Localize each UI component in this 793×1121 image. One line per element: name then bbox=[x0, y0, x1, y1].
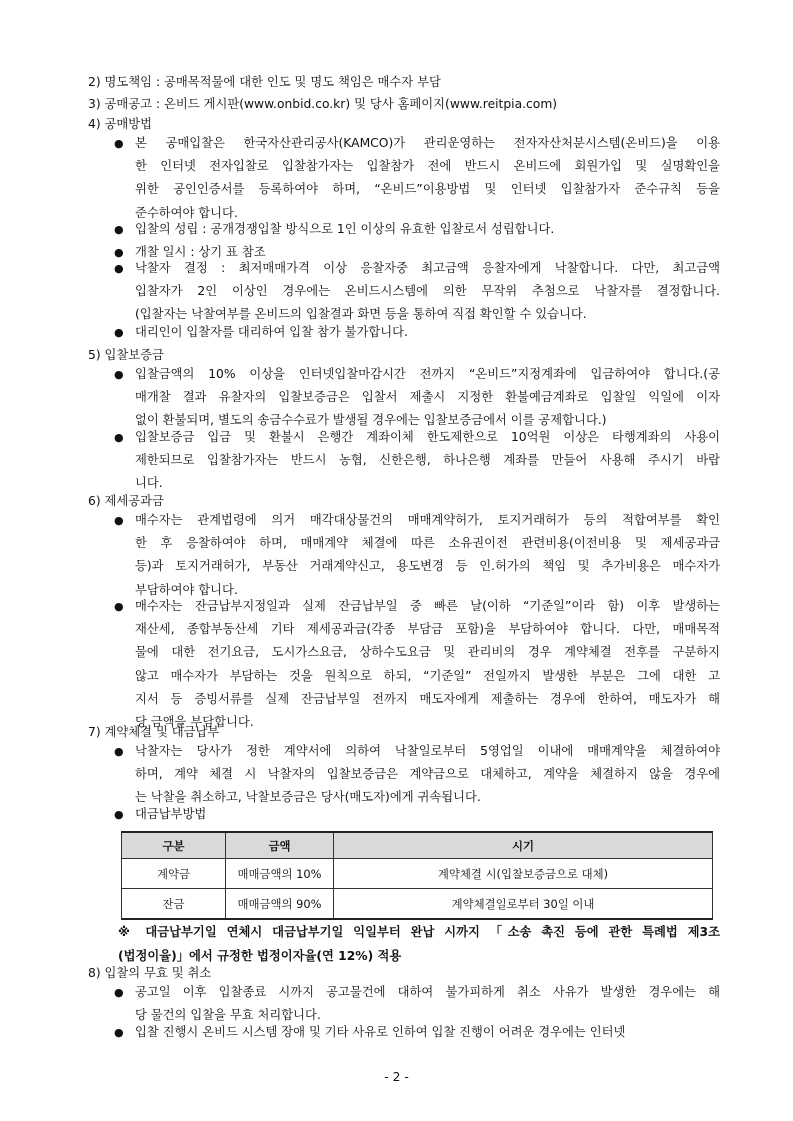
text-line: 한 인터넷 전자입찰로 입찰참가자는 입찰참가 전에 반드시 온비드에 회원가입 및 실명확인을 bbox=[135, 159, 720, 174]
section-8-heading bbox=[88, 965, 211, 981]
section-number: 8) bbox=[88, 966, 101, 980]
section-4-heading bbox=[88, 116, 152, 132]
note-line: (법정이율)」에서 규정한 법정이자율(연 12%) 적용 bbox=[118, 949, 402, 963]
text-line: 입찰금액의 10% 이상을 인터넷입찰마감시간 전까지 “온비드”지정계좌에 입금하여야 합니다.(공 bbox=[135, 367, 720, 381]
bullet-text bbox=[135, 426, 720, 496]
payment-table bbox=[121, 831, 713, 920]
bullet-item-deposit-transfer-limit bbox=[114, 426, 720, 496]
text-line: 는 낙찰을 취소하고, 낙찰보증금은 당사(매도자)에게 귀속됩니다. bbox=[135, 790, 481, 805]
bullet-item-contract bbox=[114, 740, 720, 810]
section-text: 계약체결 및 대금납부 bbox=[104, 725, 220, 739]
bullet-text bbox=[135, 218, 720, 241]
section-text: 공매공고 : 온비드 게시판(www.onbid.co.kr) 및 당사 홈페이지(www.reitpia.com) bbox=[104, 97, 558, 111]
section-number: 5) bbox=[88, 348, 101, 362]
table-cell: 잔금 bbox=[122, 889, 226, 920]
text-line: 재산세, 종합부동산세 기타 제세공과금(각종 부담금 포함)을 부담하여야 합니다. 다만, 매매목적 bbox=[135, 622, 720, 637]
bullet-text bbox=[135, 363, 720, 433]
bullet-text bbox=[135, 803, 720, 826]
table-cell: 계약체결일로부터 30일 이내 bbox=[334, 889, 713, 920]
text-line: 당 금액을 부담합니다. bbox=[135, 715, 254, 730]
text-line: 낙찰자는 당사가 정한 계약서에 의하여 낙찰일로부터 5영업일 이내에 매매계약을 체결하여야 bbox=[135, 744, 720, 758]
bullet-item-onbid-system bbox=[114, 132, 720, 225]
text-line: 지서 등 증빙서류를 실제 잔금납부일 전까지 매도자에게 제출하는 경우에 한하여, 매도자가 해 bbox=[135, 691, 720, 706]
bullet-icon: ● bbox=[114, 1026, 124, 1039]
text-line: 하며, 계약 체결 시 낙찰자의 입찰보증금은 계약금으로 대체하고, 계약을 체결하지 않을 경우에 bbox=[135, 767, 720, 782]
section-number: 4) bbox=[88, 117, 101, 131]
bullet-item-winner-decision bbox=[114, 257, 720, 327]
text-line: 입찰자가 2인 이상인 경우에는 온비드시스템에 의한 무작위 추첨으로 낙찰자를 결정합니다. bbox=[135, 284, 720, 299]
bullet-item-no-proxy bbox=[114, 321, 720, 344]
bullet-text bbox=[135, 321, 720, 344]
section-3-heading bbox=[88, 96, 557, 112]
bullet-icon: ● bbox=[114, 808, 124, 821]
text-line: (입찰자는 낙찰여부를 온비드의 입찰결과 화면 등을 통하여 직접 확인할 수 있습니다. bbox=[135, 307, 587, 322]
section-text: 명도책임 : 공매목적물에 대한 인도 및 명도 책임은 매수자 부담 bbox=[104, 75, 441, 89]
bullet-icon: ● bbox=[114, 600, 124, 613]
section-2-heading bbox=[88, 74, 441, 90]
section-7-heading bbox=[88, 724, 219, 740]
section-5-heading bbox=[88, 347, 164, 363]
text-line: 본 공매입찰은 한국자산관리공사(KAMCO)가 관리운영하는 전자자산처분시스템(온비드)을 이용 bbox=[135, 136, 720, 150]
text-line: 부담하여야 합니다. bbox=[135, 582, 238, 597]
section-text: 제세공과금 bbox=[104, 494, 164, 508]
bullet-icon: ● bbox=[114, 246, 124, 259]
section-number: 6) bbox=[88, 494, 101, 508]
text-line: 당 물건의 입찰을 무효 처리합니다. bbox=[135, 1008, 321, 1023]
text-line: 매개찰 결과 유찰자의 입찰보증금은 입찰서 제출시 지정한 환불예금계좌로 입찰일 익일에 이자 bbox=[135, 390, 720, 405]
bullet-item-taxes bbox=[114, 595, 720, 734]
bullet-icon: ● bbox=[114, 223, 124, 236]
text-line: 위한 공인인증서를 등록하여야 하며, “온비드”이용방법 및 인터넷 입찰참가자 준수규칙 등을 bbox=[135, 182, 720, 197]
bullet-item-deposit-amount bbox=[114, 363, 720, 433]
header-category: 구분 bbox=[122, 832, 226, 859]
header-amount: 금액 bbox=[226, 832, 334, 859]
bullet-text bbox=[135, 740, 720, 810]
bullet-text bbox=[135, 257, 720, 327]
table-cell: 매매금액의 10% bbox=[226, 859, 334, 889]
section-text: 입찰의 무효 및 취소 bbox=[104, 966, 212, 980]
bullet-icon: ● bbox=[114, 137, 124, 150]
text-line: 않고 매수자가 부담하는 것을 원칙으로 하되, “기준일” 전일까지 발생한 부분은 그에 대한 고 bbox=[135, 668, 720, 683]
table-header-row bbox=[122, 832, 713, 859]
text-line: 대금납부방법 bbox=[135, 807, 207, 821]
section-text: 공매방법 bbox=[104, 117, 153, 131]
section-6-heading bbox=[88, 493, 164, 509]
bullet-text bbox=[135, 509, 720, 602]
note-line: ※ 대금납부기일 연체시 대금납부기일 익일부터 완납 시까지 「소송 촉진 등에 관한 특례법 제3조 bbox=[118, 925, 720, 939]
table-cell: 계약금 bbox=[122, 859, 226, 889]
text-line: 매수자는 관계법령에 의거 매각대상물건의 매매계약허가, 토지거래허가 등의 적합여부를 확인 bbox=[135, 513, 720, 527]
bullet-item-bid-formation bbox=[114, 218, 720, 241]
text-line: 없이 환불되며, 별도의 송금수수료가 발생될 경우에는 입찰보증금에서 이를 공제합니다.) bbox=[135, 413, 607, 428]
table-cell: 매매금액의 90% bbox=[226, 889, 334, 920]
section-text: 입찰보증금 bbox=[104, 348, 164, 362]
text-line: 공고일 이후 입찰종료 시까지 공고물건에 대하여 불가피하게 취소 사유가 발생한 경우에는 해 bbox=[135, 985, 720, 999]
bullet-item-system-failure bbox=[114, 1021, 720, 1044]
text-line: 입찰의 성립 : 공개경쟁입찰 방식으로 1인 이상의 유효한 입찰로서 성립합니다. bbox=[135, 222, 555, 236]
text-line: 대리인이 입찰자를 대리하여 입찰 참가 불가합니다. bbox=[135, 325, 408, 339]
table-cell: 계약체결 시(입찰보증금으로 대체) bbox=[334, 859, 713, 889]
text-line: 한 후 응찰하여야 하며, 매매계약 체결에 따른 소유권이전 관련비용(이전비용 및 제세공과금 bbox=[135, 536, 720, 551]
header-timing: 시기 bbox=[334, 832, 713, 859]
bullet-item-permits bbox=[114, 509, 720, 602]
text-line: 매수자는 잔금납부지정일과 실제 잔금납부일 중 빠른 날(이하 “기준일”이라 함) 이후 발생하는 bbox=[135, 599, 720, 613]
bullet-icon: ● bbox=[114, 368, 124, 381]
text-line: 등)과 토지거래허가, 부동산 거래계약신고, 용도변경 등 인.허가의 책임 및 추가비용은 매수자가 bbox=[135, 559, 720, 574]
text-line: 입찰보증금 입금 및 환불시 은행간 계좌이체 한도제한으로 10억원 이상은 타행계좌의 사용이 bbox=[135, 430, 720, 444]
bullet-text bbox=[135, 1021, 720, 1044]
bullet-text bbox=[135, 132, 720, 225]
section-number: 3) bbox=[88, 97, 101, 111]
text-line: 개찰 일시 : 상기 표 참조 bbox=[135, 245, 266, 259]
bullet-icon: ● bbox=[114, 431, 124, 444]
text-line: 입찰 진행시 온비드 시스템 장애 및 기타 사유로 인하여 입찰 진행이 어려운 경우에는 인터넷 bbox=[135, 1025, 626, 1039]
bullet-icon: ● bbox=[114, 745, 124, 758]
bullet-icon: ● bbox=[114, 514, 124, 527]
late-payment-note bbox=[118, 920, 720, 968]
text-line: 물에 대한 전기요금, 도시가스요금, 상하수도요금 및 관리비의 경우 계약체결 전후를 구분하지 bbox=[135, 645, 720, 660]
table-row bbox=[122, 889, 713, 920]
bullet-icon: ● bbox=[114, 262, 124, 275]
text-line: 니다. bbox=[135, 476, 163, 491]
section-number: 2) bbox=[88, 75, 101, 89]
bullet-icon: ● bbox=[114, 326, 124, 339]
bullet-text bbox=[135, 595, 720, 734]
table-row bbox=[122, 859, 713, 889]
page-number: - 2 - bbox=[384, 1070, 409, 1084]
bullet-item-payment-method bbox=[114, 803, 720, 826]
text-line: 준수하여야 합니다. bbox=[135, 205, 238, 220]
text-line: 제한되므로 입찰참가자는 반드시 농협, 신한은행, 하나은행 계좌를 만들어 사용해 주시기 바랍 bbox=[135, 453, 720, 468]
section-number: 7) bbox=[88, 725, 101, 739]
text-line: 낙찰자 결정 : 최저매매가격 이상 응찰자중 최고금액 응찰자에게 낙찰합니다. 다만, 최고금액 bbox=[135, 261, 720, 275]
bullet-icon: ● bbox=[114, 986, 124, 999]
